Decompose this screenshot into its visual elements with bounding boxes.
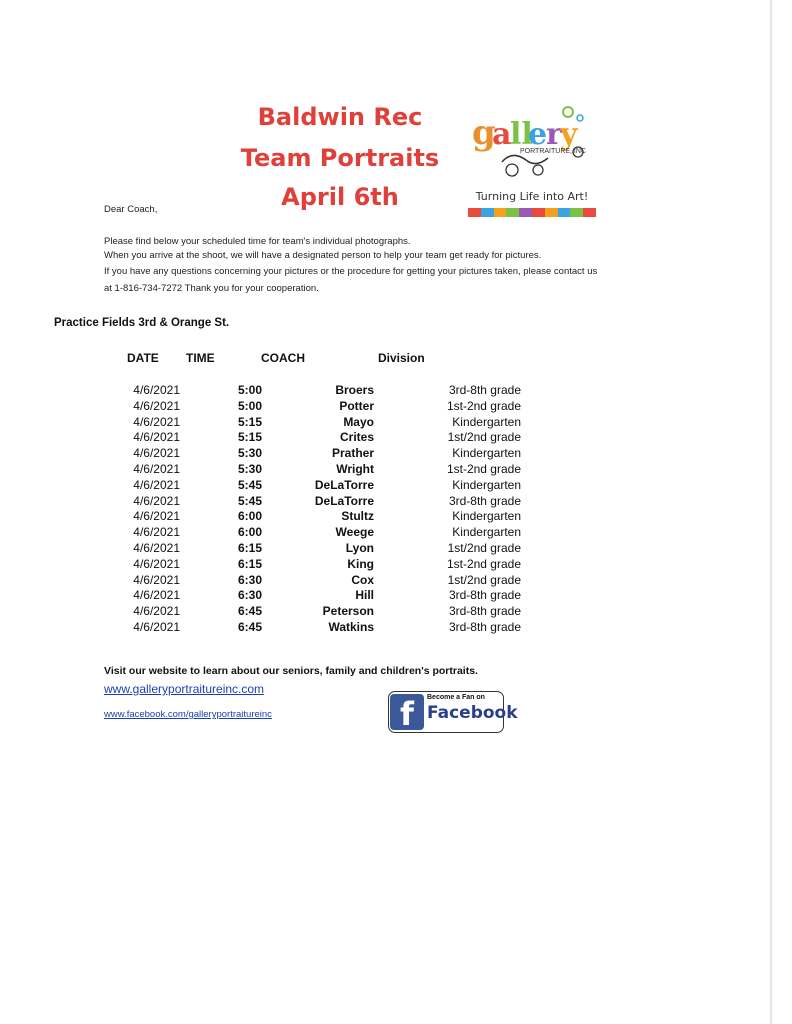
svg-text:a: a [492,117,512,152]
cell-coach: Weege [335,525,374,540]
table-row [0,525,792,541]
cell-time: 5:30 [237,462,262,476]
table-row [0,383,792,399]
facebook-link[interactable]: www.facebook.com/galleryportraitureinc [104,709,272,720]
cell-division: 1st-2nd grade [446,462,521,476]
cell-division: 3rd-8th grade [448,383,521,397]
cell-coach: Broers [335,383,374,397]
cell-time: 6:45 [237,604,262,619]
cell-division: 3rd-8th grade [448,493,521,508]
letter-line-2: When you arrive at the shoot, we will have a designated person to help your team get ready for pictures. [104,250,542,261]
cell-time: 5:45 [237,477,262,492]
table-row [0,478,792,494]
table-row [0,588,792,604]
cell-date: 4/6/2021 [133,556,180,571]
stripe-segment [468,208,481,217]
cell-time: 5:00 [237,383,262,397]
color-stripe [468,208,596,217]
cell-date: 4/6/2021 [133,525,180,540]
table-row [0,446,792,462]
title-line-1: Baldwin Rec [257,103,423,131]
cell-date: 4/6/2021 [133,414,180,429]
cell-coach: Watkins [328,620,374,634]
fb-badge-big: Facebook [427,703,518,723]
cell-division: 1st/2nd grade [447,430,521,445]
svg-text:g: g [472,113,496,153]
stripe-segment [519,208,532,217]
cell-coach: Prather [331,446,374,461]
cell-date: 4/6/2021 [133,588,180,603]
cell-date: 4/6/2021 [133,541,180,555]
cell-coach: King [347,556,374,571]
cell-time: 6:30 [237,588,262,603]
stripe-segment [545,208,558,217]
website-link[interactable]: www.galleryportraitureinc.com [104,682,265,696]
cell-coach: Mayo [343,414,374,429]
cell-date: 4/6/2021 [133,604,180,619]
cell-division: 1st-2nd grade [446,398,521,413]
table-row [0,573,792,589]
cell-time: 5:15 [237,430,262,445]
logo-tagline: Turning Life into Art! [475,190,589,203]
gallery-logo [468,104,598,222]
cell-coach: Potter [339,398,374,413]
location-heading: Practice Fields 3rd & Orange St. [54,317,230,329]
col-division-header: Division [378,351,425,365]
cell-time: 6:15 [237,556,262,571]
cell-division: 3rd-8th grade [448,604,521,619]
cell-time: 6:45 [237,620,262,634]
stripe-segment [558,208,571,217]
cell-division: Kindergarten [452,414,521,429]
visit-text: Visit our website to learn about our seniors, family and children's portraits. [104,665,478,677]
cell-division: 3rd-8th grade [448,620,521,634]
cell-time: 6:00 [237,509,262,524]
cell-coach: Cox [351,572,374,587]
cell-division: Kindergarten [452,509,521,524]
table-row [0,399,792,415]
table-row [0,557,792,573]
cell-date: 4/6/2021 [133,383,180,397]
cell-coach: Hill [355,588,374,603]
stripe-segment [570,208,583,217]
cell-date: 4/6/2021 [133,446,180,461]
table-row [0,415,792,431]
facebook-f-icon: f [390,694,424,730]
title-line-2: Team Portraits [240,144,440,172]
cell-division: Kindergarten [452,446,521,461]
letter-line-4: at 1-816-734-7272 Thank you for your cooperation. [104,283,319,294]
cell-date: 4/6/2021 [133,430,180,445]
col-coach-header: COACH [261,351,305,365]
table-row [0,620,792,636]
cell-date: 4/6/2021 [133,509,180,524]
title-line-3: April 6th [281,183,399,211]
cell-date: 4/6/2021 [133,398,180,413]
table-row [0,494,792,510]
cell-time: 6:00 [237,525,262,540]
svg-text:ll: ll [510,117,533,152]
table-row [0,541,792,557]
cell-date: 4/6/2021 [133,620,180,634]
cell-date: 4/6/2021 [133,572,180,587]
fb-badge-small: Become a Fan on [427,694,485,701]
cell-time: 5:15 [237,414,262,429]
cell-coach: Peterson [322,604,374,619]
cell-division: 1st/2nd grade [447,572,521,587]
cell-coach: Stultz [341,509,374,524]
col-time-header: TIME [186,351,215,365]
cell-division: Kindergarten [452,477,521,492]
cell-time: 6:30 [237,572,262,587]
cell-date: 4/6/2021 [133,493,180,508]
svg-text:r: r [546,117,562,152]
stripe-segment [494,208,507,217]
logo-sub: PORTRAITURE, INC [520,148,586,155]
table-row [0,509,792,525]
cell-division: 1st/2nd grade [447,541,521,555]
letter-line-1: Please find below your scheduled time for team's individual photographs. [104,236,411,247]
cell-division: 3rd-8th grade [448,588,521,603]
cell-coach: DeLaTorre [314,493,374,508]
letter-line-3: If you have any questions concerning your pictures or the procedure for getting your pictures taken, please contact us [104,266,598,277]
cell-time: 5:00 [237,398,262,413]
facebook-fan-badge[interactable] [388,691,518,733]
table-row [0,462,792,478]
svg-text:e: e [528,117,548,152]
cell-division: 1st-2nd grade [446,556,521,571]
cell-date: 4/6/2021 [133,477,180,492]
cell-coach: Wright [336,462,374,476]
table-row [0,430,792,446]
stripe-segment [481,208,494,217]
stripe-segment [532,208,545,217]
cell-coach: DeLaTorre [314,477,374,492]
table-row [0,604,792,620]
cell-time: 6:15 [237,541,262,555]
cell-coach: Crites [339,430,374,445]
greeting: Dear Coach, [104,204,158,215]
cell-time: 5:45 [237,493,262,508]
stripe-segment [583,208,596,217]
cell-coach: Lyon [345,541,374,555]
stripe-segment [506,208,519,217]
cell-date: 4/6/2021 [133,462,180,476]
col-date-header: DATE [127,351,159,365]
cell-time: 5:30 [237,446,262,461]
svg-text:y: y [560,117,578,152]
cell-division: Kindergarten [452,525,521,540]
